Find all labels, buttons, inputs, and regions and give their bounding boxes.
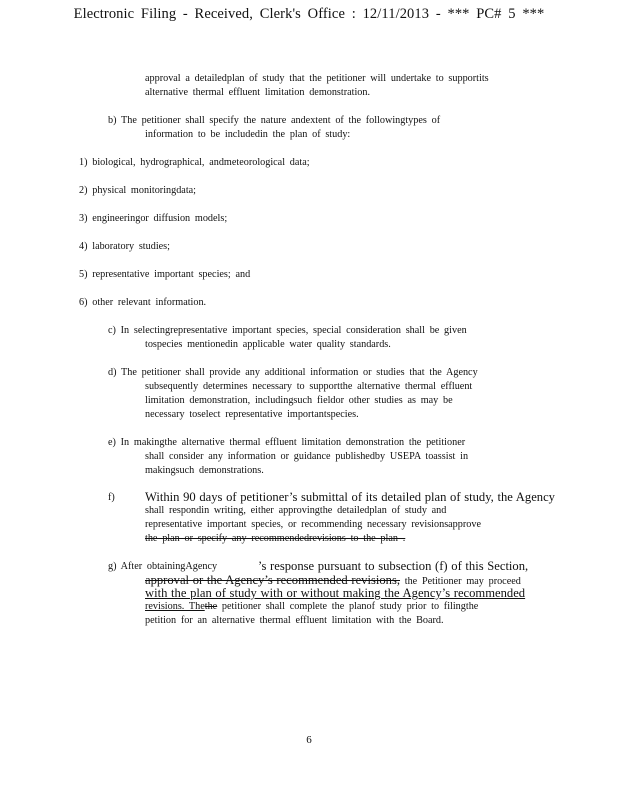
para-g-line-5: petition for an alternative thermal effluent limitation with the Board.: [145, 615, 444, 626]
para-g-line-3-inserted: with the plan of study with or without making the Agency’s recommended: [145, 586, 526, 600]
page-number: 6: [306, 734, 312, 746]
para-b-line-1: b) The petitioner shall specify the nature andextent of the followingtypes of: [108, 115, 441, 126]
para-g-line-2-rest: the Petitioner may proceed: [400, 576, 521, 587]
list-item-3: 3) engineeringor diffusion models;: [79, 213, 228, 224]
para-g-deleted-text: approval or the Agency’s recommended revisions,: [145, 573, 401, 587]
para-e-line-2: shall consider any information or guidance publishedby USEPA toassist in: [145, 451, 469, 462]
para-c-line-2: tospecies mentionedin applicable water quality standards.: [145, 339, 391, 350]
para-d-line-3: limitation demonstration, includingsuch fieldor other studies as may be: [145, 395, 453, 406]
para-d-line-1: d) The petitioner shall provide any additional information or studies that the Agency: [108, 367, 478, 378]
para-e-line-3: makingsuch demonstrations.: [145, 465, 264, 476]
list-item-6: 6) other relevant information.: [79, 297, 207, 308]
para-g-inserted-word: revisions. The: [145, 601, 205, 612]
para-f-line-1: Within 90 days of petitioner’s submittal of its detailed plan of study, the Agency: [145, 490, 555, 504]
para-f-line-3: representative important species, or recommending necessary revisionsapprove: [145, 519, 481, 530]
para-g-line-1b: ’s response pursuant to subsection (f) of this Section,: [258, 559, 529, 573]
para-e-line-1: e) In makingthe alternative thermal effluent limitation demonstration the petitioner: [108, 437, 466, 448]
para-f-label: f): [108, 492, 115, 503]
para-g-line-1a: g) After obtainingAgency: [108, 561, 218, 572]
para-f-line-4-deleted: the plan or specify any recommendedrevisions to the plan .: [145, 533, 406, 544]
list-item-1: 1) biological, hydrographical, andmeteorological data;: [79, 157, 310, 168]
para-g-line-4: [145, 601, 478, 613]
para-c-line-1: c) In selectingrepresentative important species, special consideration shall be given: [108, 325, 467, 336]
list-item-2: 2) physical monitoringdata;: [79, 185, 197, 196]
filing-header: Electronic Filing - Received, Clerk's Office : 12/11/2013 - *** PC# 5 ***: [73, 6, 545, 22]
para-g-line-4-rest: petitioner shall complete the planof study prior to filingthe: [217, 601, 479, 612]
intro-line-2: alternative thermal effluent limitation demonstration.: [145, 87, 371, 98]
list-item-5: 5) representative important species; and: [79, 269, 251, 280]
list-item-4: 4) laboratory studies;: [79, 241, 170, 252]
para-d-line-4: necessary toselect representative importantspecies.: [145, 409, 359, 420]
para-d-line-2: subsequently determines necessary to supportthe alternative thermal effluent: [145, 381, 473, 392]
intro-line-1: approval a detailedplan of study that the petitioner will undertake to supportits: [145, 73, 489, 84]
para-g-deleted-word: the: [204, 601, 218, 612]
para-b-line-2: information to be includedin the plan of study:: [145, 129, 351, 140]
para-f-line-2: shall respondin writing, either approvingthe detailedplan of study and: [145, 505, 447, 516]
